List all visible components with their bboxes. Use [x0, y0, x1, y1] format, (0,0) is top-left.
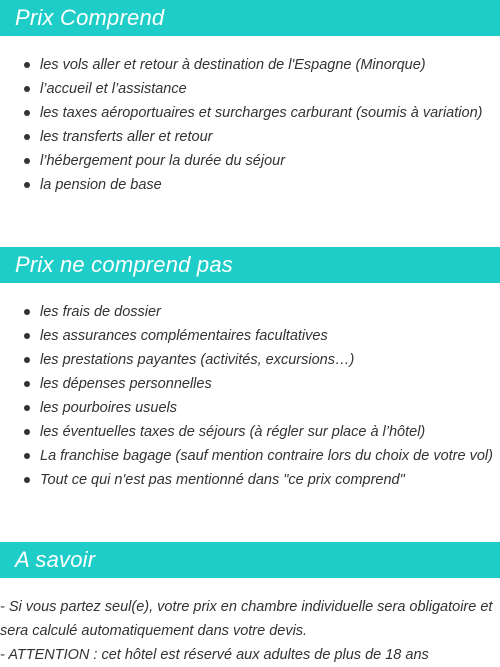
- bullet-icon: [24, 110, 30, 116]
- list-item: [0, 348, 500, 372]
- bullet-icon: [24, 381, 30, 387]
- list-item-text: les pourboires usuels: [40, 400, 178, 416]
- list-item: [0, 53, 500, 77]
- list-item-text: les prestations payantes (activités, excursions…): [40, 352, 355, 368]
- price-excludes-header: [0, 247, 500, 283]
- list-item-text: l’accueil et l’assistance: [40, 81, 187, 97]
- good-to-know-title: A savoir: [15, 547, 96, 572]
- list-item-text: les dépenses personnelles: [40, 376, 212, 392]
- price-excludes-section: [0, 247, 500, 492]
- list-item: [0, 77, 500, 101]
- list-item: [0, 300, 500, 324]
- note-single-traveler: - Si vous partez seul(e), votre prix en chambre individuelle sera obligatoire et sera calculé automatiquement dans votre devis.: [0, 599, 493, 639]
- list-item-text: la pension de base: [40, 177, 162, 193]
- list-item-text: les frais de dossier: [40, 304, 161, 320]
- list-item: [0, 420, 500, 444]
- price-excludes-title: Prix ne comprend pas: [15, 252, 233, 277]
- list-item-text: l’hébergement pour la durée du séjour: [40, 153, 286, 169]
- bullet-icon: [24, 86, 30, 92]
- bullet-icon: [24, 62, 30, 68]
- price-includes-title: Prix Comprend: [15, 5, 165, 30]
- bullet-icon: [24, 134, 30, 140]
- bullet-icon: [24, 357, 30, 363]
- note-adults-only: - ATTENTION : cet hôtel est réservé aux adultes de plus de 18 ans: [0, 647, 429, 663]
- list-item: [0, 396, 500, 420]
- list-item-text: La franchise bagage (sauf mention contraire lors du choix de votre vol): [40, 448, 493, 464]
- list-item: [0, 372, 500, 396]
- price-excludes-list: [0, 300, 500, 492]
- bullet-icon: [24, 182, 30, 188]
- list-item-text: les vols aller et retour à destination de l'Espagne (Minorque): [40, 57, 426, 73]
- price-includes-list: [0, 53, 500, 197]
- good-to-know-section: [0, 542, 500, 667]
- list-item-text: Tout ce qui n'est pas mentionné dans "ce prix comprend": [40, 472, 405, 488]
- list-item-text: les taxes aéroportuaires et surcharges carburant (soumis à variation): [40, 105, 483, 121]
- bullet-icon: [24, 333, 30, 339]
- list-item-text: les assurances complémentaires facultatives: [40, 328, 328, 344]
- good-to-know-notes: [0, 595, 500, 667]
- list-item: [0, 125, 500, 149]
- price-includes-section: [0, 0, 500, 197]
- good-to-know-header: [0, 542, 500, 578]
- list-item: [0, 101, 500, 125]
- bullet-icon: [24, 429, 30, 435]
- list-item: [0, 468, 500, 492]
- bullet-icon: [24, 453, 30, 459]
- list-item-text: les transferts aller et retour: [40, 129, 213, 145]
- list-item: [0, 149, 500, 173]
- bullet-icon: [24, 158, 30, 164]
- bullet-icon: [24, 309, 30, 315]
- list-item: [0, 173, 500, 197]
- list-item: [0, 324, 500, 348]
- bullet-icon: [24, 477, 30, 483]
- list-item-text: les éventuelles taxes de séjours (à régler sur place à l’hôtel): [40, 424, 426, 440]
- price-includes-header: [0, 0, 500, 36]
- list-item: [0, 444, 500, 468]
- bullet-icon: [24, 405, 30, 411]
